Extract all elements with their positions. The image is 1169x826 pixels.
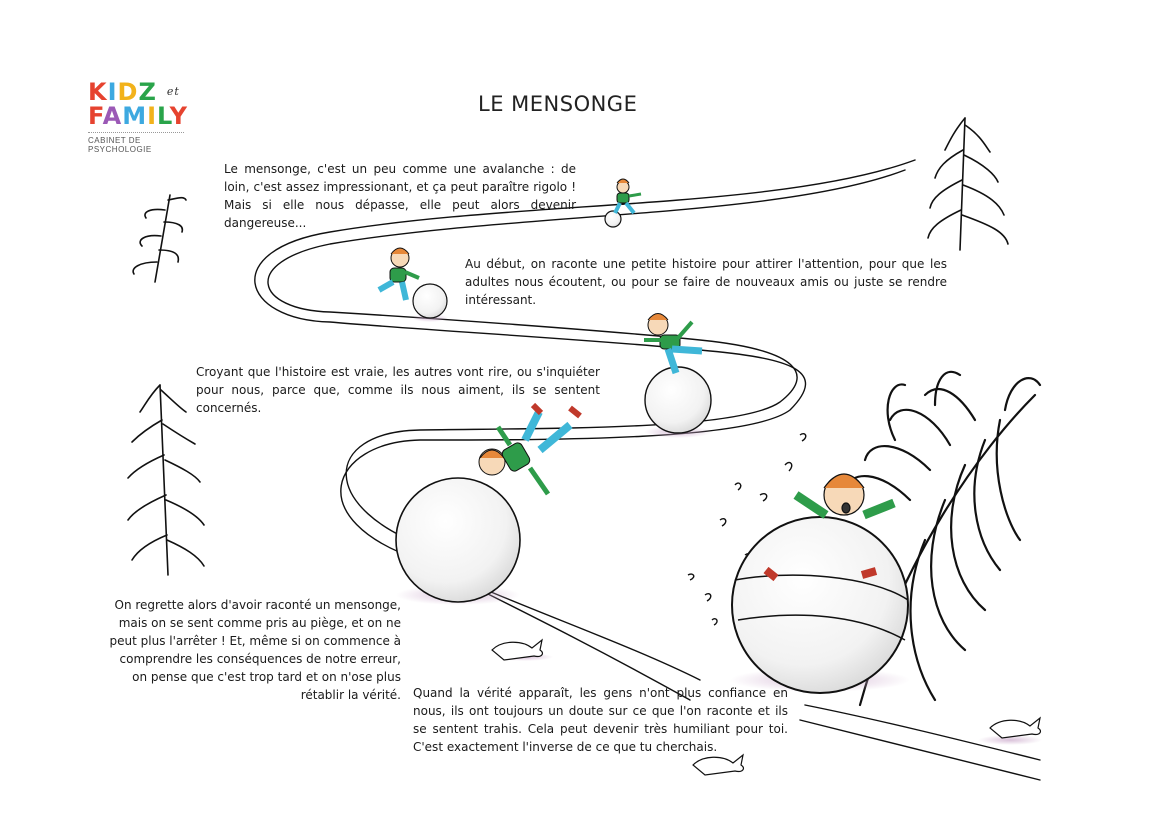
paragraph-regret: On regrette alors d'avoir raconté un mensonge, mais on se sent comme pris au piège, et on ne peut plus l'arrêter ! Et, même si on commence à comprendre les conséquences de notre erreur, on pense que c'est trop tard et on n'ose plus rétablir la vérité. <box>109 598 401 702</box>
snowball-icon <box>730 517 910 693</box>
logo-tagline: CABINET DE PSYCHOLOGIE <box>88 132 184 154</box>
paragraph-verite: Quand la vérité apparaît, les gens n'ont plus confiance en nous, ils ont toujours un doute sur ce que l'on raconte et ils se sentent trahis. Cela peut devenir très humiliant pour toi. C'est exactement l'inverse de ce que tu cherchais. <box>413 686 788 754</box>
fir-tree-icon <box>133 195 186 282</box>
paragraph-debut: Au début, on raconte une petite histoire pour attirer l'attention, pour que les adultes nous écoutent, ou pour se faire de nouveaux amis ou juste se rendre intéressant. <box>465 257 947 307</box>
paragraph-croyant: Croyant que l'histoire est vraie, les autres vont rire, ou s'inquiéter pour nous, parce que, comme ils nous aiment, ils se sentent concernés. <box>196 365 600 415</box>
kidz-et-family-logo <box>88 80 198 154</box>
logo-family: FAMILY <box>88 102 188 130</box>
fir-tree-icon <box>928 118 1008 250</box>
snowball-icon <box>644 367 712 438</box>
logo-top-row <box>88 80 198 104</box>
child-icon <box>379 248 419 300</box>
rabbit-icon <box>693 755 743 775</box>
snowball-icon <box>412 284 448 322</box>
child-icon <box>644 314 702 374</box>
rabbit-icon <box>492 640 553 661</box>
child-icon <box>479 405 580 494</box>
paragraph-intro: Le mensonge, c'est un peu comme une avalanche : de loin, c'est assez impressionant, et ça peut paraître rigolo ! Mais si elle nous dépasse, elle peut alors devenir dangereuse... <box>224 162 576 230</box>
page-title: LE MENSONGE <box>478 92 638 116</box>
logo-kidz: KIDZ <box>88 78 157 106</box>
fir-tree-icon <box>128 385 204 575</box>
logo-et: et <box>166 85 180 98</box>
snowball-icon <box>396 478 520 605</box>
child-icon <box>615 179 641 213</box>
snowball-icon <box>605 211 621 227</box>
rabbit-icon <box>978 718 1042 745</box>
